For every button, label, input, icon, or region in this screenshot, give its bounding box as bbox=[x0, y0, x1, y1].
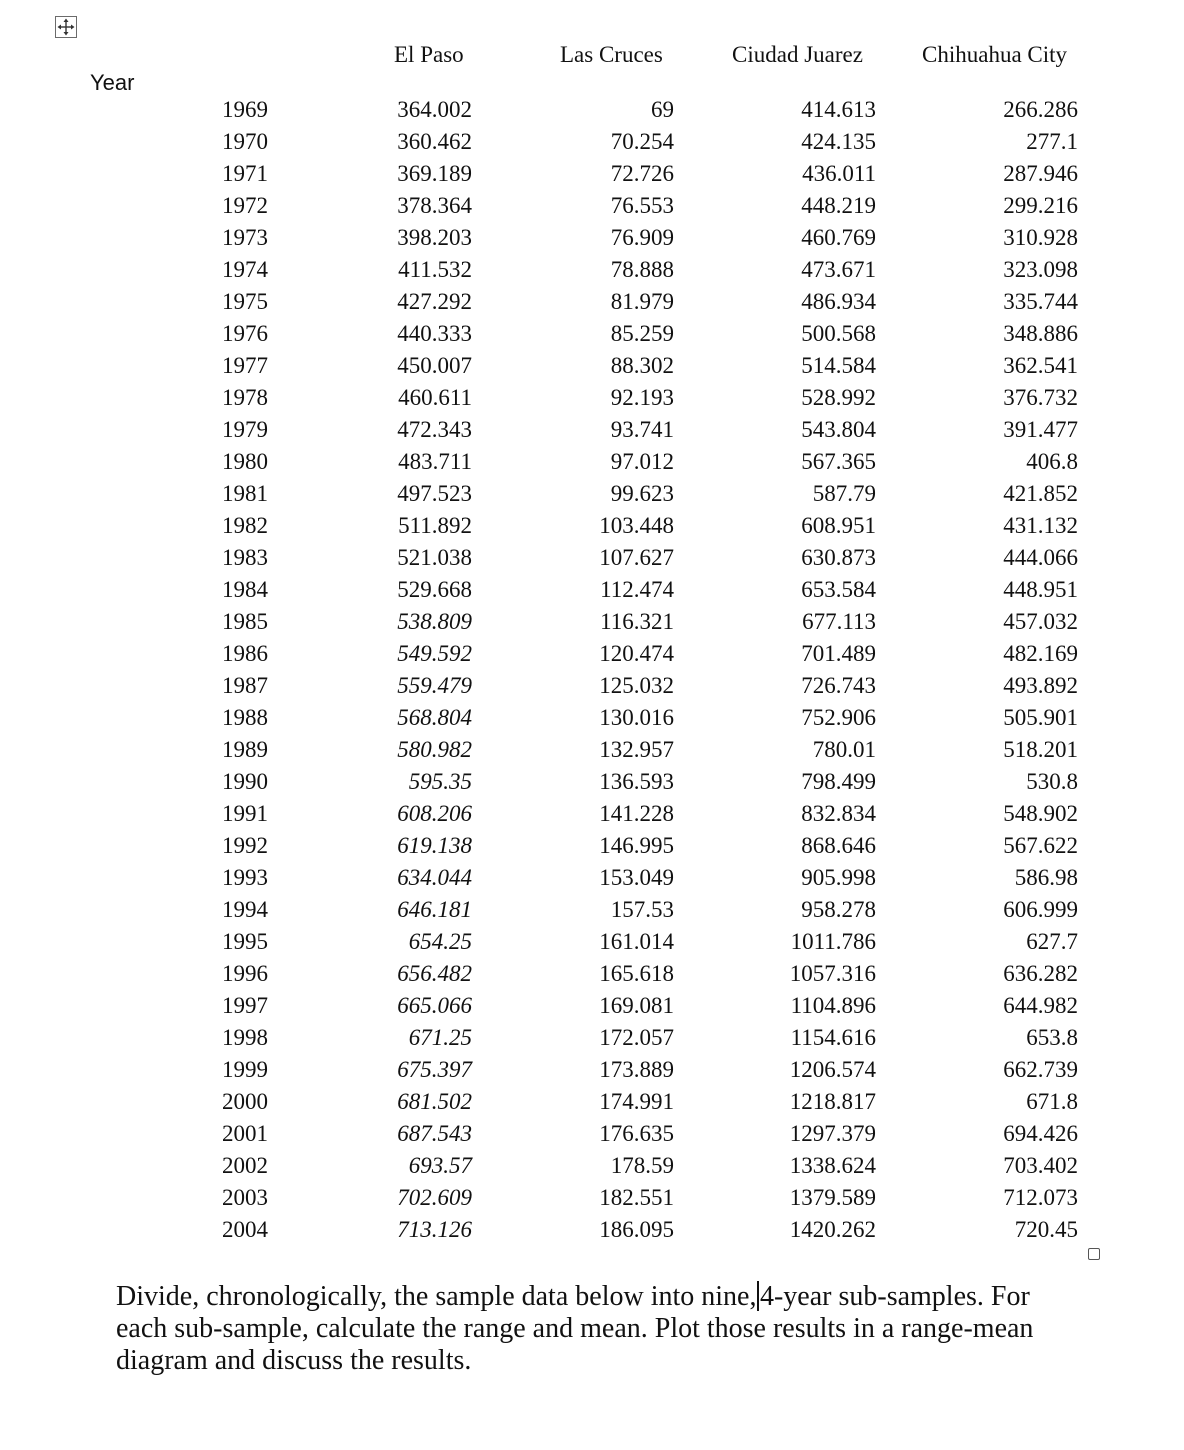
table-row bbox=[0, 958, 1184, 990]
cell-las-cruces: 97.012 bbox=[610, 449, 674, 474]
cell-el-paso: 369.189 bbox=[397, 161, 472, 186]
cell-chihuahua-city: 287.946 bbox=[1003, 161, 1078, 186]
cell-las-cruces: 125.032 bbox=[599, 673, 674, 698]
cell-las-cruces: 165.618 bbox=[599, 961, 674, 986]
table-row bbox=[0, 446, 1184, 478]
cell-chihuahua-city: 694.426 bbox=[1003, 1121, 1078, 1146]
cell-el-paso: 654.25 bbox=[408, 929, 472, 954]
cell-el-paso: 595.35 bbox=[408, 769, 472, 794]
table-row bbox=[0, 254, 1184, 286]
cell-chihuahua-city: 518.201 bbox=[1003, 737, 1078, 762]
table-row bbox=[0, 350, 1184, 382]
cell-las-cruces: 78.888 bbox=[610, 257, 674, 282]
cell-ciudad-juarez: 448.219 bbox=[801, 193, 876, 218]
cell-year: 1972 bbox=[222, 193, 268, 218]
cell-year: 1981 bbox=[222, 481, 268, 506]
cell-chihuahua-city: 310.928 bbox=[1003, 225, 1078, 250]
cell-las-cruces: 116.321 bbox=[600, 609, 674, 634]
cell-el-paso: 511.892 bbox=[398, 513, 472, 538]
cell-chihuahua-city: 391.477 bbox=[1003, 417, 1078, 442]
table-row bbox=[0, 1150, 1184, 1182]
cell-el-paso: 619.138 bbox=[397, 833, 472, 858]
cell-el-paso: 398.203 bbox=[397, 225, 472, 250]
cell-year: 1976 bbox=[222, 321, 268, 346]
cell-el-paso: 681.502 bbox=[397, 1089, 472, 1114]
cell-year: 1994 bbox=[222, 897, 268, 922]
table-row bbox=[0, 830, 1184, 862]
question-text bbox=[116, 1281, 1076, 1377]
cell-year: 2004 bbox=[222, 1217, 268, 1242]
cell-las-cruces: 72.726 bbox=[610, 161, 674, 186]
cell-las-cruces: 93.741 bbox=[610, 417, 674, 442]
cell-ciudad-juarez: 414.613 bbox=[801, 97, 876, 122]
cell-chihuahua-city: 653.8 bbox=[1026, 1025, 1078, 1050]
cell-ciudad-juarez: 1011.786 bbox=[790, 929, 876, 954]
cell-el-paso: 646.181 bbox=[397, 897, 472, 922]
cell-el-paso: 483.711 bbox=[398, 449, 472, 474]
header-ciudad-juarez: Ciudad Juarez bbox=[732, 42, 863, 67]
cell-ciudad-juarez: 798.499 bbox=[801, 769, 876, 794]
table-row bbox=[0, 286, 1184, 318]
cell-ciudad-juarez: 726.743 bbox=[801, 673, 876, 698]
table-row bbox=[0, 638, 1184, 670]
cell-el-paso: 693.57 bbox=[408, 1153, 472, 1178]
cell-el-paso: 364.002 bbox=[397, 97, 472, 122]
cell-year: 2001 bbox=[222, 1121, 268, 1146]
cell-el-paso: 378.364 bbox=[397, 193, 472, 218]
cell-year: 1995 bbox=[222, 929, 268, 954]
cell-las-cruces: 169.081 bbox=[599, 993, 674, 1018]
cell-las-cruces: 103.448 bbox=[599, 513, 674, 538]
cell-las-cruces: 186.095 bbox=[599, 1217, 674, 1242]
cell-ciudad-juarez: 543.804 bbox=[801, 417, 876, 442]
table-row bbox=[0, 702, 1184, 734]
cell-las-cruces: 176.635 bbox=[599, 1121, 674, 1146]
cell-ciudad-juarez: 780.01 bbox=[812, 737, 876, 762]
cell-year: 1977 bbox=[222, 353, 268, 378]
cell-ciudad-juarez: 1206.574 bbox=[789, 1057, 876, 1082]
table-row bbox=[0, 1054, 1184, 1086]
cell-year: 1969 bbox=[222, 97, 268, 122]
cell-ciudad-juarez: 528.992 bbox=[801, 385, 876, 410]
table-row bbox=[0, 862, 1184, 894]
cell-year: 1996 bbox=[222, 961, 268, 986]
table-row bbox=[0, 126, 1184, 158]
cell-las-cruces: 173.889 bbox=[599, 1057, 674, 1082]
cell-ciudad-juarez: 460.769 bbox=[801, 225, 876, 250]
cell-year: 1984 bbox=[222, 577, 268, 602]
cell-chihuahua-city: 567.622 bbox=[1003, 833, 1078, 858]
question-text-part-2: 4-year sub-samples. For each sub-sample, calculate the range and mean. Plot those results in a range-mean diagram and discuss the results. bbox=[116, 1281, 1034, 1376]
data-table bbox=[0, 94, 1184, 1246]
cell-chihuahua-city: 493.892 bbox=[1003, 673, 1078, 698]
cell-chihuahua-city: 586.98 bbox=[1014, 865, 1078, 890]
cell-el-paso: 568.804 bbox=[397, 705, 472, 730]
cell-chihuahua-city: 335.744 bbox=[1003, 289, 1078, 314]
cell-las-cruces: 132.957 bbox=[599, 737, 674, 762]
cell-chihuahua-city: 376.732 bbox=[1003, 385, 1078, 410]
cell-ciudad-juarez: 677.113 bbox=[802, 609, 876, 634]
cell-chihuahua-city: 421.852 bbox=[1003, 481, 1078, 506]
cell-chihuahua-city: 266.286 bbox=[1003, 97, 1078, 122]
cell-chihuahua-city: 548.902 bbox=[1003, 801, 1078, 826]
cell-las-cruces: 76.553 bbox=[610, 193, 674, 218]
cell-ciudad-juarez: 958.278 bbox=[801, 897, 876, 922]
cell-year: 1978 bbox=[222, 385, 268, 410]
text-cursor bbox=[757, 1281, 759, 1311]
cell-year: 1985 bbox=[222, 609, 268, 634]
cell-year: 1991 bbox=[222, 801, 268, 826]
table-row bbox=[0, 574, 1184, 606]
table-row bbox=[0, 190, 1184, 222]
question-text-part-1: Divide, chronologically, the sample data below into nine, bbox=[116, 1281, 757, 1312]
table-row bbox=[0, 158, 1184, 190]
cell-ciudad-juarez: 630.873 bbox=[801, 545, 876, 570]
cell-chihuahua-city: 530.8 bbox=[1026, 769, 1078, 794]
cell-ciudad-juarez: 868.646 bbox=[801, 833, 876, 858]
table-move-handle[interactable] bbox=[55, 16, 77, 38]
cell-chihuahua-city: 662.739 bbox=[1003, 1057, 1078, 1082]
table-row bbox=[0, 926, 1184, 958]
cell-las-cruces: 88.302 bbox=[610, 353, 674, 378]
cell-las-cruces: 146.995 bbox=[599, 833, 674, 858]
cell-chihuahua-city: 505.901 bbox=[1003, 705, 1078, 730]
cell-las-cruces: 76.909 bbox=[610, 225, 674, 250]
cell-year: 1987 bbox=[222, 673, 268, 698]
cell-chihuahua-city: 431.132 bbox=[1003, 513, 1078, 538]
cell-chihuahua-city: 720.45 bbox=[1014, 1217, 1078, 1242]
cell-ciudad-juarez: 436.011 bbox=[802, 161, 876, 186]
header-year: Year bbox=[90, 70, 135, 95]
cell-las-cruces: 141.228 bbox=[599, 801, 674, 826]
cell-el-paso: 687.543 bbox=[397, 1121, 472, 1146]
cell-el-paso: 549.592 bbox=[397, 641, 472, 666]
cell-year: 1974 bbox=[222, 257, 268, 282]
cell-chihuahua-city: 299.216 bbox=[1003, 193, 1078, 218]
header-las-cruces: Las Cruces bbox=[560, 42, 663, 67]
cell-chihuahua-city: 703.402 bbox=[1003, 1153, 1078, 1178]
cell-las-cruces: 107.627 bbox=[599, 545, 674, 570]
cell-ciudad-juarez: 1420.262 bbox=[789, 1217, 876, 1242]
cell-year: 1971 bbox=[222, 161, 268, 186]
cell-el-paso: 665.066 bbox=[397, 993, 472, 1018]
cell-el-paso: 529.668 bbox=[397, 577, 472, 602]
table-row bbox=[0, 318, 1184, 350]
cell-year: 1986 bbox=[222, 641, 268, 666]
cell-ciudad-juarez: 587.79 bbox=[812, 481, 876, 506]
cell-el-paso: 440.333 bbox=[397, 321, 472, 346]
cell-el-paso: 472.343 bbox=[397, 417, 472, 442]
table-row bbox=[0, 542, 1184, 574]
table-row bbox=[0, 1086, 1184, 1118]
cell-ciudad-juarez: 1154.616 bbox=[790, 1025, 876, 1050]
cell-las-cruces: 81.979 bbox=[610, 289, 674, 314]
cell-el-paso: 671.25 bbox=[408, 1025, 472, 1050]
cell-chihuahua-city: 671.8 bbox=[1026, 1089, 1078, 1114]
cell-ciudad-juarez: 832.834 bbox=[801, 801, 876, 826]
cell-ciudad-juarez: 608.951 bbox=[801, 513, 876, 538]
table-row bbox=[0, 222, 1184, 254]
table-row bbox=[0, 94, 1184, 126]
cell-year: 2003 bbox=[222, 1185, 268, 1210]
cell-las-cruces: 182.551 bbox=[599, 1185, 674, 1210]
table-row bbox=[0, 382, 1184, 414]
cell-el-paso: 580.982 bbox=[397, 737, 472, 762]
cell-year: 2002 bbox=[222, 1153, 268, 1178]
table-resize-handle[interactable] bbox=[1088, 1248, 1100, 1260]
cell-las-cruces: 130.016 bbox=[599, 705, 674, 730]
cell-year: 1999 bbox=[222, 1057, 268, 1082]
cell-ciudad-juarez: 567.365 bbox=[801, 449, 876, 474]
cell-ciudad-juarez: 752.906 bbox=[801, 705, 876, 730]
cell-el-paso: 702.609 bbox=[397, 1185, 472, 1210]
cell-ciudad-juarez: 905.998 bbox=[801, 865, 876, 890]
cell-ciudad-juarez: 653.584 bbox=[801, 577, 876, 602]
cell-chihuahua-city: 277.1 bbox=[1026, 129, 1078, 154]
cell-chihuahua-city: 636.282 bbox=[1003, 961, 1078, 986]
cell-year: 1992 bbox=[222, 833, 268, 858]
cell-chihuahua-city: 362.541 bbox=[1003, 353, 1078, 378]
cell-ciudad-juarez: 1218.817 bbox=[789, 1089, 876, 1114]
table-row bbox=[0, 478, 1184, 510]
cell-year: 1998 bbox=[222, 1025, 268, 1050]
cell-las-cruces: 85.259 bbox=[610, 321, 674, 346]
cell-el-paso: 411.532 bbox=[398, 257, 472, 282]
table-row bbox=[0, 510, 1184, 542]
header-el-paso: El Paso bbox=[394, 42, 464, 67]
cell-las-cruces: 120.474 bbox=[599, 641, 674, 666]
cell-chihuahua-city: 348.886 bbox=[1003, 321, 1078, 346]
cell-las-cruces: 69 bbox=[651, 97, 674, 122]
move-arrows-icon bbox=[56, 17, 76, 37]
cell-el-paso: 713.126 bbox=[397, 1217, 472, 1242]
table-row bbox=[0, 1214, 1184, 1246]
cell-el-paso: 360.462 bbox=[397, 129, 472, 154]
cell-chihuahua-city: 457.032 bbox=[1003, 609, 1078, 634]
cell-year: 1980 bbox=[222, 449, 268, 474]
cell-year: 1973 bbox=[222, 225, 268, 250]
cell-las-cruces: 99.623 bbox=[610, 481, 674, 506]
cell-las-cruces: 136.593 bbox=[599, 769, 674, 794]
cell-el-paso: 460.611 bbox=[398, 385, 472, 410]
cell-ciudad-juarez: 701.489 bbox=[801, 641, 876, 666]
cell-year: 1979 bbox=[222, 417, 268, 442]
cell-year: 1993 bbox=[222, 865, 268, 890]
table-row bbox=[0, 606, 1184, 638]
cell-ciudad-juarez: 1104.896 bbox=[790, 993, 876, 1018]
cell-year: 1970 bbox=[222, 129, 268, 154]
cell-ciudad-juarez: 1379.589 bbox=[789, 1185, 876, 1210]
cell-las-cruces: 70.254 bbox=[610, 129, 674, 154]
cell-el-paso: 634.044 bbox=[397, 865, 472, 890]
cell-el-paso: 497.523 bbox=[397, 481, 472, 506]
cell-chihuahua-city: 644.982 bbox=[1003, 993, 1078, 1018]
cell-ciudad-juarez: 500.568 bbox=[801, 321, 876, 346]
table-row bbox=[0, 798, 1184, 830]
cell-las-cruces: 178.59 bbox=[610, 1153, 674, 1178]
cell-year: 1982 bbox=[222, 513, 268, 538]
cell-las-cruces: 174.991 bbox=[599, 1089, 674, 1114]
cell-ciudad-juarez: 514.584 bbox=[801, 353, 876, 378]
cell-las-cruces: 153.049 bbox=[599, 865, 674, 890]
cell-las-cruces: 161.014 bbox=[599, 929, 674, 954]
cell-chihuahua-city: 444.066 bbox=[1003, 545, 1078, 570]
cell-year: 1988 bbox=[222, 705, 268, 730]
cell-ciudad-juarez: 1297.379 bbox=[789, 1121, 876, 1146]
cell-year: 1990 bbox=[222, 769, 268, 794]
cell-year: 2000 bbox=[222, 1089, 268, 1114]
cell-el-paso: 675.397 bbox=[397, 1057, 472, 1082]
cell-las-cruces: 157.53 bbox=[610, 897, 674, 922]
cell-chihuahua-city: 406.8 bbox=[1026, 449, 1078, 474]
table-row bbox=[0, 670, 1184, 702]
table-row bbox=[0, 894, 1184, 926]
table-row bbox=[0, 414, 1184, 446]
cell-chihuahua-city: 448.951 bbox=[1003, 577, 1078, 602]
table-row bbox=[0, 766, 1184, 798]
cell-year: 1997 bbox=[222, 993, 268, 1018]
cell-ciudad-juarez: 424.135 bbox=[801, 129, 876, 154]
cell-el-paso: 538.809 bbox=[397, 609, 472, 634]
cell-chihuahua-city: 606.999 bbox=[1003, 897, 1078, 922]
cell-el-paso: 450.007 bbox=[397, 353, 472, 378]
cell-ciudad-juarez: 473.671 bbox=[801, 257, 876, 282]
cell-las-cruces: 92.193 bbox=[610, 385, 674, 410]
table-row bbox=[0, 1118, 1184, 1150]
cell-las-cruces: 172.057 bbox=[599, 1025, 674, 1050]
cell-chihuahua-city: 627.7 bbox=[1026, 929, 1078, 954]
table-row bbox=[0, 990, 1184, 1022]
cell-chihuahua-city: 323.098 bbox=[1003, 257, 1078, 282]
cell-ciudad-juarez: 1338.624 bbox=[789, 1153, 876, 1178]
cell-chihuahua-city: 482.169 bbox=[1003, 641, 1078, 666]
cell-el-paso: 521.038 bbox=[397, 545, 472, 570]
cell-el-paso: 427.292 bbox=[397, 289, 472, 314]
table-row bbox=[0, 1022, 1184, 1054]
header-chihuahua-city: Chihuahua City bbox=[922, 42, 1068, 67]
cell-ciudad-juarez: 486.934 bbox=[801, 289, 876, 314]
cell-las-cruces: 112.474 bbox=[600, 577, 674, 602]
cell-el-paso: 656.482 bbox=[397, 961, 472, 986]
cell-el-paso: 608.206 bbox=[397, 801, 472, 826]
table-row bbox=[0, 1182, 1184, 1214]
cell-year: 1983 bbox=[222, 545, 268, 570]
cell-ciudad-juarez: 1057.316 bbox=[789, 961, 876, 986]
cell-el-paso: 559.479 bbox=[397, 673, 472, 698]
cell-chihuahua-city: 712.073 bbox=[1003, 1185, 1078, 1210]
table-row bbox=[0, 734, 1184, 766]
cell-year: 1975 bbox=[222, 289, 268, 314]
cell-year: 1989 bbox=[222, 737, 268, 762]
